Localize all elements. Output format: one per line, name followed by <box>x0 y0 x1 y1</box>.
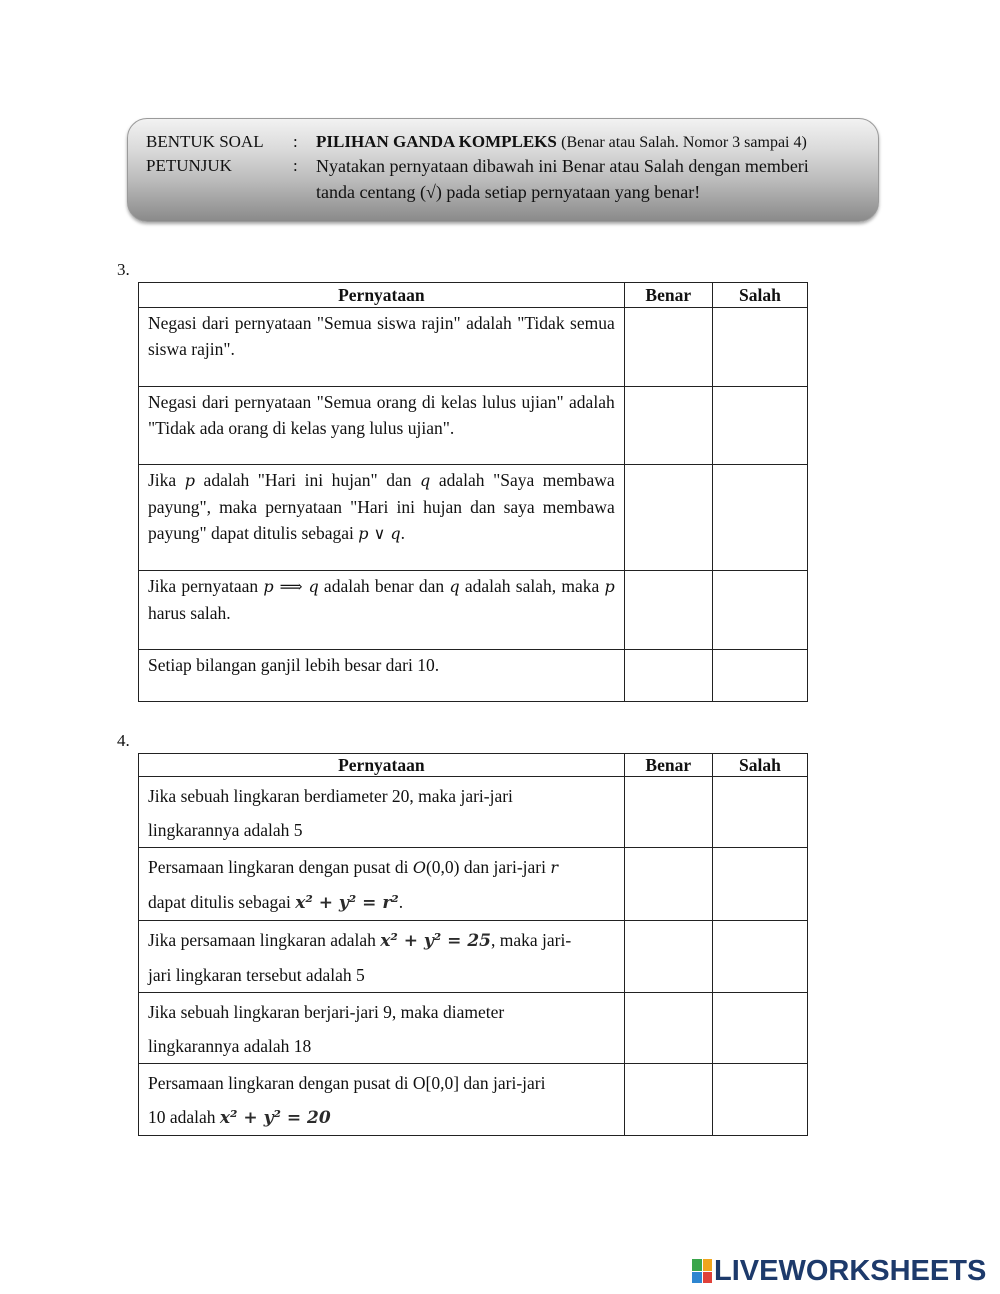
salah-checkbox-cell[interactable] <box>712 387 807 465</box>
statement-text: dapat ditulis sebagai <box>148 892 296 912</box>
instruction-colon: : <box>293 156 298 175</box>
statement-cell <box>139 777 625 848</box>
salah-checkbox-cell[interactable] <box>712 921 807 993</box>
salah-checkbox-cell[interactable] <box>712 993 807 1064</box>
statement-text: . <box>400 523 406 543</box>
logo-square <box>703 1272 713 1284</box>
instruction-label: PETUNJUK <box>146 156 232 175</box>
statement-cell: Negasi dari pernyataan "Semua siswa rajin" adalah "Tidak semua siswa rajin". <box>139 308 625 387</box>
form-label: BENTUK SOAL <box>146 132 264 151</box>
statement-text: adalah salah, maka <box>459 576 605 596</box>
table-row <box>139 308 808 387</box>
form-value-note: (Benar atau Salah. Nomor 3 sampai 4) <box>561 134 807 151</box>
benar-checkbox-cell[interactable] <box>624 571 712 650</box>
table-row <box>139 571 808 650</box>
statement-text: Jika sebuah lingkaran berdiameter 20, maka jari-jari <box>148 786 513 806</box>
statement-cell: Negasi dari pernyataan "Semua orang di kelas lulus ujian" adalah "Tidak ada orang di kelas yang lulus ujian". <box>139 387 625 465</box>
statement-text: Jika pernyataan <box>148 576 264 596</box>
salah-checkbox-cell[interactable] <box>712 571 807 650</box>
liveworksheets-logo <box>692 1256 986 1286</box>
header-pernyataan: Pernyataan <box>139 754 625 777</box>
math-var-o: O <box>412 858 426 877</box>
statement-text: lingkarannya adalah 5 <box>148 820 303 840</box>
statement-text: . <box>398 892 404 912</box>
math-var-p: p <box>604 577 615 596</box>
table-row <box>139 1064 808 1136</box>
question-3-table <box>138 282 808 702</box>
statement-text: adalah "Hari ini hujan" dan <box>195 470 421 490</box>
statement-cell <box>139 848 625 921</box>
table-row <box>139 921 808 993</box>
instruction-line-1: Nyatakan pernyataan dibawah ini Benar atau Salah dengan memberi <box>316 156 809 176</box>
equation: x² + y² = r² <box>295 893 399 913</box>
instruction-text <box>316 153 876 205</box>
question-3-number: 3. <box>117 260 130 279</box>
table-header-row <box>139 754 808 777</box>
statement-text: jari lingkaran tersebut adalah 5 <box>148 965 365 985</box>
instruction-line-2: tanda centang (√) pada setiap pernyataan yang benar! <box>316 182 701 202</box>
statement-text: , maka jari- <box>491 930 572 950</box>
salah-checkbox-cell[interactable] <box>712 777 807 848</box>
statement-cell: Setiap bilangan ganjil lebih besar dari 10. <box>139 650 625 702</box>
form-value <box>316 129 876 156</box>
benar-checkbox-cell[interactable] <box>624 848 712 921</box>
benar-checkbox-cell[interactable] <box>624 921 712 993</box>
table-row <box>139 650 808 702</box>
statement-text: 10 adalah <box>148 1107 220 1127</box>
logo-text: LIVEWORKSHEETS <box>714 1254 987 1287</box>
table-row <box>139 387 808 465</box>
logo-square <box>692 1272 702 1284</box>
math-var-p: p <box>184 471 195 490</box>
statement-cell <box>139 465 625 571</box>
table-header-row <box>139 283 808 308</box>
benar-checkbox-cell[interactable] <box>624 993 712 1064</box>
statement-text: Jika <box>148 470 185 490</box>
logo-icon <box>692 1259 712 1283</box>
benar-checkbox-cell[interactable] <box>624 308 712 387</box>
statement-cell <box>139 1064 625 1136</box>
instruction-box <box>127 118 879 222</box>
equation: x² + y² = 25 <box>380 931 491 951</box>
statement-text: harus salah. <box>148 603 231 623</box>
header-salah: Salah <box>712 283 807 308</box>
statement-cell <box>139 571 625 650</box>
statement-cell <box>139 993 625 1064</box>
benar-checkbox-cell[interactable] <box>624 387 712 465</box>
statement-text: adalah "Saya membawa payung", maka pernyataan "Hari ini hujan dan saya membawa payung" dapat ditulis sebagai <box>148 470 615 543</box>
form-colon: : <box>293 132 298 151</box>
salah-checkbox-cell[interactable] <box>712 308 807 387</box>
header-benar: Benar <box>624 283 712 308</box>
equation: x² + y² = 20 <box>219 1108 331 1128</box>
math-expression: p ⟹ q <box>263 577 319 596</box>
form-value-bold: PILIHAN GANDA KOMPLEKS <box>316 132 557 151</box>
logo-square <box>703 1259 713 1271</box>
statement-text: adalah benar dan <box>318 576 450 596</box>
math-expression: p ∨ q <box>358 524 401 543</box>
salah-checkbox-cell[interactable] <box>712 848 807 921</box>
table-row <box>139 993 808 1064</box>
salah-checkbox-cell[interactable] <box>712 650 807 702</box>
statement-text: Jika sebuah lingkaran berjari-jari 9, maka diameter <box>148 1002 505 1022</box>
table-row <box>139 777 808 848</box>
statement-text: Persamaan lingkaran dengan pusat di O[0,0] dan jari-jari <box>148 1073 546 1093</box>
header-salah: Salah <box>712 754 807 777</box>
statement-text: lingkarannya adalah 18 <box>148 1036 312 1056</box>
logo-square <box>692 1259 702 1271</box>
math-var-q: q <box>449 577 460 596</box>
statement-cell <box>139 921 625 993</box>
table-row <box>139 465 808 571</box>
salah-checkbox-cell[interactable] <box>712 465 807 571</box>
benar-checkbox-cell[interactable] <box>624 650 712 702</box>
statement-text: (0,0) dan jari-jari <box>425 857 551 877</box>
math-var-r: r <box>550 858 559 877</box>
benar-checkbox-cell[interactable] <box>624 465 712 571</box>
salah-checkbox-cell[interactable] <box>712 1064 807 1136</box>
header-benar: Benar <box>624 754 712 777</box>
question-4-table <box>138 753 808 1136</box>
statement-text: Jika persamaan lingkaran adalah <box>148 930 381 950</box>
table-row <box>139 848 808 921</box>
benar-checkbox-cell[interactable] <box>624 1064 712 1136</box>
question-4-number: 4. <box>117 731 130 750</box>
math-var-q: q <box>420 471 431 490</box>
statement-text: Persamaan lingkaran dengan pusat di <box>148 857 413 877</box>
header-pernyataan: Pernyataan <box>139 283 625 308</box>
benar-checkbox-cell[interactable] <box>624 777 712 848</box>
